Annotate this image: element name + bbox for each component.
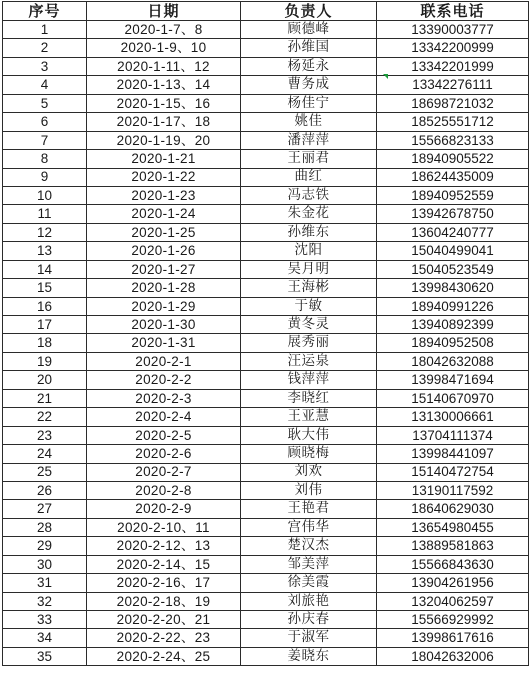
header-person: 负责人: [241, 2, 377, 21]
table-row: [3, 408, 529, 426]
cell-seq[interactable]: 5: [3, 94, 87, 112]
cell-phone[interactable]: 13342200999: [377, 39, 529, 57]
table-row: [3, 426, 529, 444]
cell-phone[interactable]: 18940905522: [377, 150, 529, 168]
table-row: [3, 168, 529, 186]
cell-date[interactable]: 2020-1-29: [87, 297, 241, 315]
cell-seq[interactable]: 14: [3, 260, 87, 278]
cell-person[interactable]: 曹务成: [241, 76, 377, 94]
cell-seq[interactable]: 4: [3, 76, 87, 94]
cell-phone[interactable]: 15040499041: [377, 242, 529, 260]
cell-date[interactable]: 2020-2-14、15: [87, 555, 241, 573]
cell-date[interactable]: 2020-2-12、13: [87, 537, 241, 555]
cell-seq[interactable]: 6: [3, 113, 87, 131]
cell-person[interactable]: 于敏: [241, 297, 377, 315]
cell-seq[interactable]: 34: [3, 629, 87, 647]
cell-date[interactable]: 2020-2-1: [87, 352, 241, 370]
cell-seq[interactable]: 15: [3, 279, 87, 297]
cell-seq[interactable]: 35: [3, 647, 87, 665]
cell-seq[interactable]: 21: [3, 389, 87, 407]
cell-date[interactable]: 2020-2-20、21: [87, 611, 241, 629]
cell-person[interactable]: 耿大伟: [241, 426, 377, 444]
cell-person[interactable]: 于淑军: [241, 629, 377, 647]
cell-date[interactable]: 2020-1-28: [87, 279, 241, 297]
cell-date[interactable]: 2020-2-2: [87, 371, 241, 389]
cell-date[interactable]: 2020-2-18、19: [87, 592, 241, 610]
table-row: [3, 518, 529, 536]
cell-seq[interactable]: 20: [3, 371, 87, 389]
cell-person[interactable]: 顾德峰: [241, 21, 377, 39]
cell-person[interactable]: 刘欢: [241, 463, 377, 481]
table-row: [3, 352, 529, 370]
cell-phone[interactable]: 18042632088: [377, 352, 529, 370]
cell-person[interactable]: 冯志铁: [241, 186, 377, 204]
cell-person[interactable]: 王亚慧: [241, 408, 377, 426]
cell-phone[interactable]: 13998430620: [377, 279, 529, 297]
cell-phone[interactable]: 13342201999: [377, 57, 529, 75]
cell-phone[interactable]: 18940991226: [377, 297, 529, 315]
cell-date[interactable]: 2020-1-27: [87, 260, 241, 278]
cell-date[interactable]: 2020-1-19、20: [87, 131, 241, 149]
cell-seq[interactable]: 3: [3, 57, 87, 75]
cell-date[interactable]: 2020-1-15、16: [87, 94, 241, 112]
table-row: [3, 389, 529, 407]
cell-date[interactable]: 2020-1-26: [87, 242, 241, 260]
cell-phone[interactable]: 15566823133: [377, 131, 529, 149]
cell-date[interactable]: 2020-2-7: [87, 463, 241, 481]
cell-seq[interactable]: 29: [3, 537, 87, 555]
cell-date[interactable]: 2020-1-23: [87, 186, 241, 204]
cell-phone[interactable]: 18940952559: [377, 186, 529, 204]
cell-person[interactable]: 展秀丽: [241, 334, 377, 352]
cell-person[interactable]: 潘萍萍: [241, 131, 377, 149]
cell-date[interactable]: 2020-1-25: [87, 223, 241, 241]
cell-date[interactable]: 2020-2-9: [87, 500, 241, 518]
header-row: [3, 2, 529, 21]
cell-phone[interactable]: 13998441097: [377, 445, 529, 463]
cell-phone[interactable]: 13204062597: [377, 592, 529, 610]
table-row: [3, 94, 529, 112]
cell-date[interactable]: 2020-2-5: [87, 426, 241, 444]
cell-phone[interactable]: 15566843630: [377, 555, 529, 573]
table-row: [3, 629, 529, 647]
cell-error-marker-icon: [383, 74, 388, 79]
cell-person[interactable]: 邹美萍: [241, 555, 377, 573]
cell-person[interactable]: 姚佳: [241, 113, 377, 131]
cell-person[interactable]: 顾晓梅: [241, 445, 377, 463]
table-row: [3, 76, 529, 94]
table-row: [3, 205, 529, 223]
table-row: [3, 150, 529, 168]
cell-date[interactable]: 2020-1-21: [87, 150, 241, 168]
cell-person[interactable]: 王艳君: [241, 500, 377, 518]
cell-phone[interactable]: 13998471694: [377, 371, 529, 389]
cell-date[interactable]: 2020-1-17、18: [87, 113, 241, 131]
cell-date[interactable]: 2020-2-16、17: [87, 574, 241, 592]
table-row: [3, 537, 529, 555]
table-row: [3, 113, 529, 131]
cell-phone[interactable]: 15140472754: [377, 463, 529, 481]
cell-phone[interactable]: 18640629030: [377, 500, 529, 518]
cell-date[interactable]: 2020-1-9、10: [87, 39, 241, 57]
cell-phone[interactable]: 13604240777: [377, 223, 529, 241]
table-row: [3, 131, 529, 149]
cell-person[interactable]: 黄冬灵: [241, 316, 377, 334]
cell-phone[interactable]: 18698721032: [377, 94, 529, 112]
cell-phone[interactable]: 13390003777: [377, 21, 529, 39]
cell-person[interactable]: 楚汉杰: [241, 537, 377, 555]
cell-person[interactable]: 杨延永: [241, 57, 377, 75]
cell-date[interactable]: 2020-1-11、12: [87, 57, 241, 75]
cell-person[interactable]: 沈阳: [241, 242, 377, 260]
cell-person[interactable]: 徐美霞: [241, 574, 377, 592]
header-phone: 联系电话: [377, 2, 529, 21]
cell-person[interactable]: 汪运泉: [241, 352, 377, 370]
cell-person[interactable]: 杨佳宁: [241, 94, 377, 112]
cell-date[interactable]: 2020-2-3: [87, 389, 241, 407]
table-row: [3, 647, 529, 665]
cell-seq[interactable]: 30: [3, 555, 87, 573]
cell-seq[interactable]: 28: [3, 518, 87, 536]
cell-phone[interactable]: 13942678750: [377, 205, 529, 223]
cell-person[interactable]: 朱金花: [241, 205, 377, 223]
cell-person[interactable]: 姜晓东: [241, 647, 377, 665]
table-row: [3, 500, 529, 518]
table-row: [3, 611, 529, 629]
cell-seq[interactable]: 26: [3, 481, 87, 499]
cell-phone[interactable]: 13130006661: [377, 408, 529, 426]
cell-seq[interactable]: 18: [3, 334, 87, 352]
cell-phone[interactable]: 15566929992: [377, 611, 529, 629]
cell-person[interactable]: 孙维国: [241, 39, 377, 57]
cell-seq[interactable]: 19: [3, 352, 87, 370]
cell-seq[interactable]: 13: [3, 242, 87, 260]
cell-date[interactable]: 2020-2-24、25: [87, 647, 241, 665]
cell-phone[interactable]: 15140670970: [377, 389, 529, 407]
table-row: [3, 555, 529, 573]
cell-phone[interactable]: 15040523549: [377, 260, 529, 278]
table-row: [3, 57, 529, 75]
cell-person[interactable]: 钱萍萍: [241, 371, 377, 389]
table-row: [3, 297, 529, 315]
header-seq: 序号: [3, 2, 87, 21]
cell-seq[interactable]: 16: [3, 297, 87, 315]
cell-seq[interactable]: 1: [3, 21, 87, 39]
table-row: [3, 592, 529, 610]
cell-person[interactable]: 刘旅艳: [241, 592, 377, 610]
cell-phone[interactable]: 13654980455: [377, 518, 529, 536]
cell-date[interactable]: 2020-1-22: [87, 168, 241, 186]
cell-date[interactable]: 2020-1-13、14: [87, 76, 241, 94]
table-row: [3, 186, 529, 204]
table-row: [3, 223, 529, 241]
cell-seq[interactable]: 11: [3, 205, 87, 223]
cell-date[interactable]: 2020-2-8: [87, 481, 241, 499]
table-row: [3, 463, 529, 481]
cell-seq[interactable]: 22: [3, 408, 87, 426]
duty-roster-table: [2, 1, 529, 666]
table-row: [3, 371, 529, 389]
cell-person[interactable]: 宫伟华: [241, 518, 377, 536]
cell-seq[interactable]: 10: [3, 186, 87, 204]
cell-date[interactable]: 2020-1-24: [87, 205, 241, 223]
cell-seq[interactable]: 27: [3, 500, 87, 518]
cell-person[interactable]: 李晓红: [241, 389, 377, 407]
cell-date[interactable]: 2020-1-30: [87, 316, 241, 334]
cell-phone[interactable]: 13704111374: [377, 426, 529, 444]
cell-phone[interactable]: 13190117592: [377, 481, 529, 499]
cell-phone[interactable]: 18525551712: [377, 113, 529, 131]
cell-date[interactable]: 2020-2-10、11: [87, 518, 241, 536]
cell-seq[interactable]: 25: [3, 463, 87, 481]
cell-phone[interactable]: 13342276111: [377, 76, 529, 94]
cell-seq[interactable]: 8: [3, 150, 87, 168]
table-row: [3, 279, 529, 297]
table-row: [3, 574, 529, 592]
cell-date[interactable]: 2020-2-22、23: [87, 629, 241, 647]
cell-seq[interactable]: 17: [3, 316, 87, 334]
cell-person[interactable]: 王海彬: [241, 279, 377, 297]
table-row: [3, 242, 529, 260]
cell-seq[interactable]: 9: [3, 168, 87, 186]
cell-seq[interactable]: 12: [3, 223, 87, 241]
cell-phone[interactable]: 18042632006: [377, 647, 529, 665]
table-row: [3, 260, 529, 278]
table-row: [3, 21, 529, 39]
cell-date[interactable]: 2020-1-7、8: [87, 21, 241, 39]
cell-phone[interactable]: 13904261956: [377, 574, 529, 592]
table-row: [3, 334, 529, 352]
cell-person[interactable]: 孙庆春: [241, 611, 377, 629]
cell-phone[interactable]: 18624435009: [377, 168, 529, 186]
cell-phone[interactable]: 18940952508: [377, 334, 529, 352]
header-date: 日期: [87, 2, 241, 21]
cell-person[interactable]: 刘伟: [241, 481, 377, 499]
cell-person[interactable]: 曲红: [241, 168, 377, 186]
cell-seq[interactable]: 24: [3, 445, 87, 463]
cell-seq[interactable]: 31: [3, 574, 87, 592]
cell-date[interactable]: 2020-2-4: [87, 408, 241, 426]
cell-phone[interactable]: 13889581863: [377, 537, 529, 555]
table-row: [3, 481, 529, 499]
cell-seq[interactable]: 23: [3, 426, 87, 444]
cell-seq[interactable]: 33: [3, 611, 87, 629]
cell-date[interactable]: 2020-2-6: [87, 445, 241, 463]
cell-date[interactable]: 2020-1-31: [87, 334, 241, 352]
cell-seq[interactable]: 32: [3, 592, 87, 610]
cell-seq[interactable]: 2: [3, 39, 87, 57]
cell-phone[interactable]: 13998617616: [377, 629, 529, 647]
cell-person[interactable]: 王丽君: [241, 150, 377, 168]
cell-person[interactable]: 吴月明: [241, 260, 377, 278]
cell-phone[interactable]: 13940892399: [377, 316, 529, 334]
cell-person[interactable]: 孙维东: [241, 223, 377, 241]
table-row: [3, 39, 529, 57]
table-row: [3, 316, 529, 334]
cell-seq[interactable]: 7: [3, 131, 87, 149]
table-row: [3, 445, 529, 463]
roster-body: [3, 21, 529, 666]
